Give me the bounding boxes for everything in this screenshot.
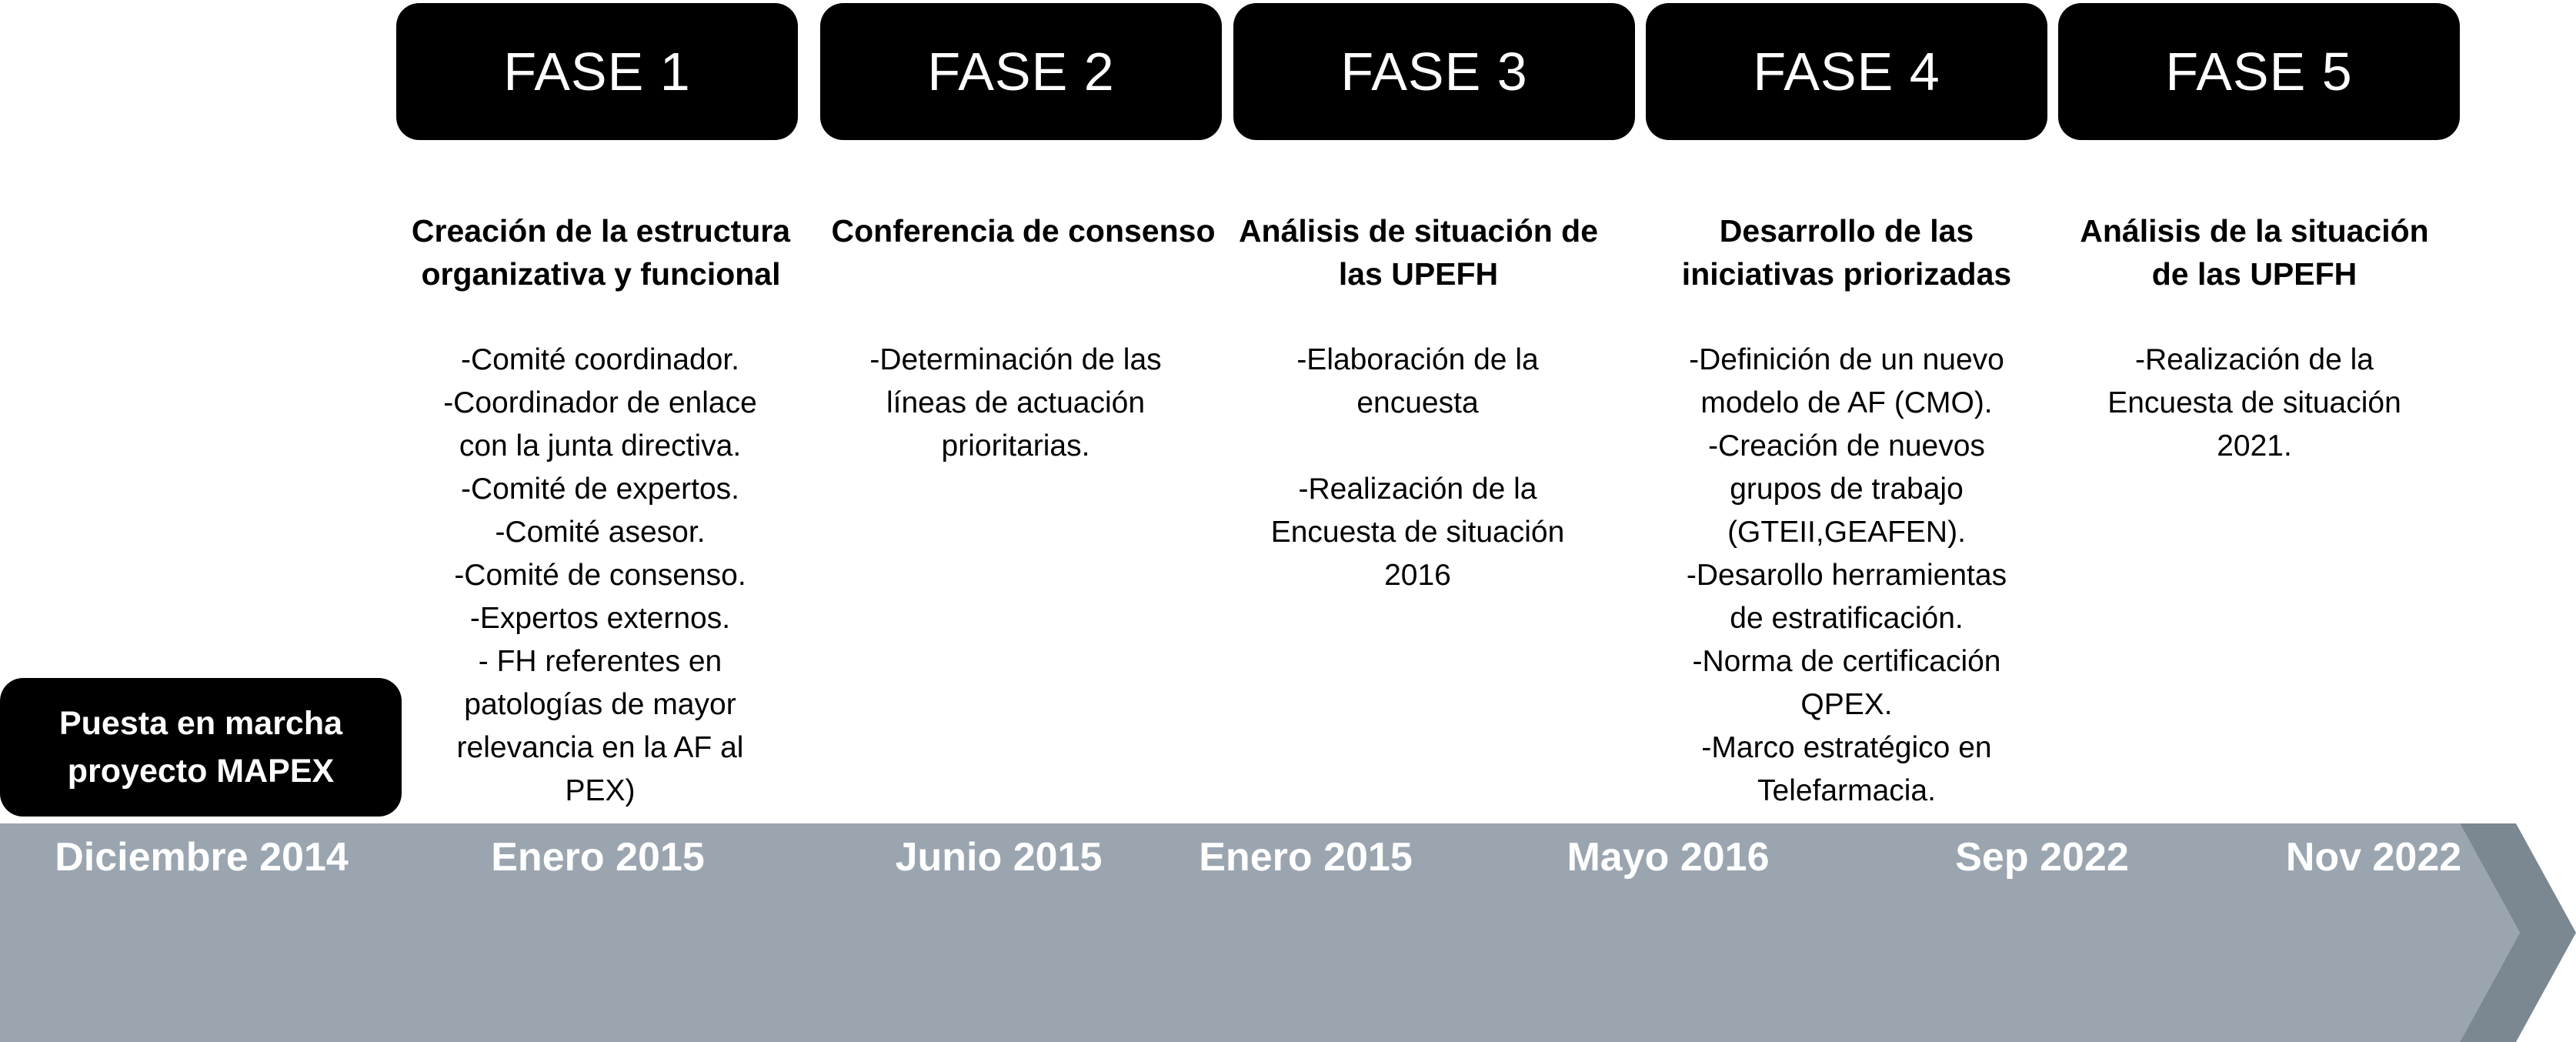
project-start-box [0,678,402,817]
list-item: -Comité de expertos. [461,473,739,506]
timeline-date-4: Enero 2015 [1199,835,1413,880]
list-item: -Norma de certificación QPEX. [1692,645,2001,721]
list-item: - FH referentes en patologías de mayor relevancia en la AF al PEX) [456,645,744,807]
list-item: -Marco estratégico en Telefarmacia. [1701,731,1992,807]
list-item: -Comité coordinador. [460,343,739,376]
phase-5-header: FASE 5 [2058,3,2460,140]
phase-1-items [431,339,769,813]
phase-3-header: FASE 3 [1233,3,1635,140]
list-item: -Elaboración de la encuesta [1296,343,1539,419]
list-item: -Realización de la Encuesta de situación 2021. [2107,343,2401,463]
timeline-date-2: Enero 2015 [491,835,705,880]
start-box-line-2: proyecto MAPEX [67,753,335,790]
phase-2-header: FASE 2 [820,3,1222,140]
list-item: -Comité de consenso. [454,559,746,592]
timeline-date-5: Mayo 2016 [1567,835,1770,880]
timeline-date-7: Nov 2022 [2285,835,2462,880]
phase-1-title: Creación de la estructura organizativa y funcional [411,213,791,292]
phase-3-title: Análisis de situación de las UPEFH [1238,213,1599,292]
list-item: -Expertos externos. [469,602,731,635]
list-item: -Definición de un nuevo modelo de AF (CMO). [1689,343,2004,419]
list-item: -Creación de nuevos grupos de trabajo (GTEII,GEAFEN). [1708,429,1985,549]
phase-2-items [846,339,1185,468]
phase-2-title: Conferencia de consenso [831,213,1216,249]
list-item: -Desarollo herramientas de estratificación. [1686,559,2007,635]
timeline-date-1: Diciembre 2014 [55,835,349,880]
phase-1-header: FASE 1 [396,3,798,140]
list-item: -Coordinador de enlace con la junta directiva. [443,386,757,463]
phase-3-items [1246,339,1589,597]
phase-4-header: FASE 4 [1646,3,2047,140]
start-box-line-1: Puesta en marcha [58,705,343,742]
phase-5-title: Análisis de la situación de las UPEFH [2080,213,2429,292]
phase-4-items [1666,339,2027,813]
timeline-date-6: Sep 2022 [1955,835,2129,880]
phase-4-title: Desarrollo de las iniciativas priorizadas [1681,213,2012,292]
timeline-date-3: Junio 2015 [895,835,1103,880]
list-item: -Comité asesor. [495,516,706,549]
list-item: -Determinación de las líneas de actuación prioritarias. [869,343,1162,463]
list-item: -Realización de la Encuesta de situación 2016 [1270,473,1565,592]
phase-5-items [2085,339,2424,468]
